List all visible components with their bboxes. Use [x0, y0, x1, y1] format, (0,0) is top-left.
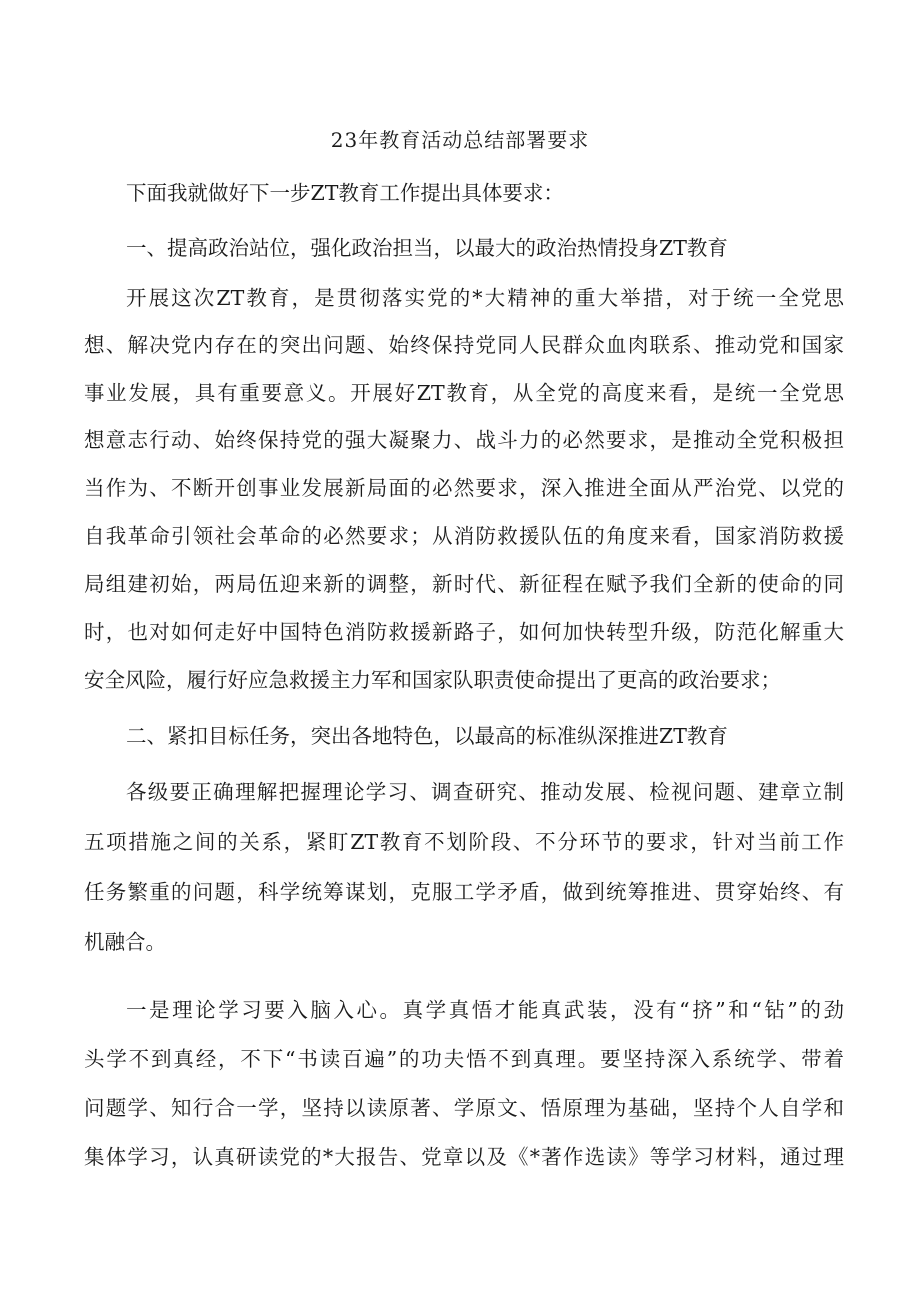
paragraph-line: 自我革命引领社会革命的必然要求；从消防救援队伍的角度来看，国家消防救援 — [84, 524, 844, 548]
paragraph-line: 一是理论学习要入脑入心。真学真悟才能真武装，没有“挤”和“钻”的劲 — [126, 998, 844, 1022]
paragraph-line: 开展这次ZT教育，是贯彻落实党的*大精神的重大举措，对于统一全党思 — [126, 286, 844, 310]
paragraph-line: 集体学习，认真研读党的*大报告、党章以及《*著作选读》等学习材料，通过理 — [84, 1145, 844, 1169]
paragraph-line: 想意志行动、始终保持党的强大凝聚力、战斗力的必然要求，是推动全党积极担 — [84, 428, 844, 452]
document-title: 23年教育活动总结部署要求 — [330, 128, 590, 152]
paragraph-line: 各级要正确理解把握理论学习、调查研究、推动发展、检视问题、建章立制 — [126, 780, 844, 804]
paragraph-line: 想、解决党内存在的突出问题、始终保持党同人民群众血肉联系、推动党和国家 — [84, 333, 844, 357]
paragraph-line: 事业发展，具有重要意义。开展好ZT教育，从全党的高度来看，是统一全党思 — [84, 381, 844, 405]
paragraph-line: 局组建初始，两局伍迎来新的调整，新时代、新征程在赋予我们全新的使命的同 — [84, 572, 844, 596]
paragraph-line: 五项措施之间的关系，紧盯ZT教育不划阶段、不分环节的要求，针对当前工作 — [84, 830, 844, 854]
paragraph-line: 安全风险，履行好应急救援主力军和国家队职责使命提出了更高的政治要求； — [84, 668, 781, 692]
paragraph-line: 问题学、知行合一学，坚持以读原著、学原文、悟原理为基础，坚持个人自学和 — [84, 1096, 844, 1120]
paragraph-line: 时，也对如何走好中国特色消防救援新路子，如何加快转型升级，防范化解重大 — [84, 620, 844, 644]
section-heading-2: 二、紧扣目标任务，突出各地特色，以最高的标准纵深推进ZT教育 — [126, 724, 728, 748]
paragraph-line: 头学不到真经，不下“书读百遍”的功夫悟不到真理。要坚持深入系统学、带着 — [84, 1047, 844, 1071]
paragraph-intro: 下面我就做好下一步ZT教育工作提出具体要求： — [126, 181, 564, 205]
section-heading-1: 一、提高政治站位，强化政治担当，以最大的政治热情投身ZT教育 — [126, 236, 728, 260]
paragraph-line: 当作为、不断开创事业发展新局面的必然要求，深入推进全面从严治党、以党的 — [84, 476, 844, 500]
paragraph-line: 任务繁重的问题，科学统筹谋划，克服工学矛盾，做到统筹推进、贯穿始终、有 — [84, 880, 844, 904]
paragraph-line: 机融合。 — [84, 930, 166, 954]
